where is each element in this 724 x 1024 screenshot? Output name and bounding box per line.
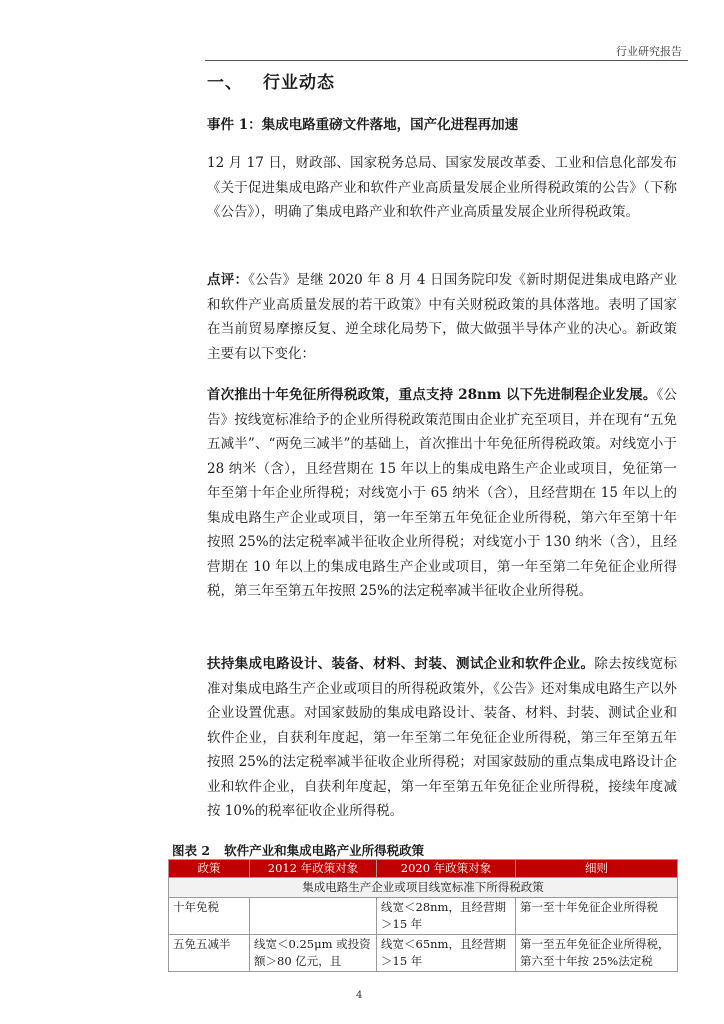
- announcement-paragraph: 12 月 17 日，财政部、国家税务总局、国家发展改革委、工业和信息化部发布《关于促进集成电路产业和软件产业高质量发展企业所得税政策的公告》（下称《公告》），明确了集成电路产业和软件产业高质量发展企业所得税政策。: [207, 155, 677, 220]
- table-cell: 线宽＜28nm，且经营期＞15 年: [377, 898, 516, 935]
- table-cell: 五免五减半: [169, 935, 250, 972]
- table-caption-title: 软件产业和集成电路产业所得税政策: [224, 843, 425, 858]
- section-title: 行业动态: [263, 73, 335, 93]
- commentary-lead: 点评：: [207, 272, 249, 288]
- tax-exemption-lead: 首次推出十年免征所得税政策，重点支持 28nm 以下先进制程企业发展。: [207, 387, 657, 403]
- table-span-row: [169, 878, 678, 898]
- table-row: [169, 935, 678, 972]
- table-cell: 线宽＜0.25μm 或投资额＞80 亿元，且: [250, 935, 377, 972]
- table-header-row: [169, 860, 678, 878]
- column-header: 2020 年政策对象: [377, 860, 516, 878]
- table-row: [169, 898, 678, 935]
- column-header: 细则: [516, 860, 678, 878]
- table-cell: [250, 898, 377, 935]
- tax-exemption-paragraph: [207, 383, 677, 604]
- section-heading: [207, 68, 335, 93]
- column-header: 政策: [169, 860, 250, 878]
- table-cell: 第一至五年免征企业所得税，第六至十年按 25%法定税: [516, 935, 678, 972]
- table-cell: 第一至十年免征企业所得税: [516, 898, 678, 935]
- table-caption: [172, 841, 424, 859]
- commentary-paragraph: [207, 268, 677, 366]
- header-divider: [205, 60, 688, 61]
- support-paragraph: [207, 652, 677, 824]
- support-lead: 扶持集成电路设计、装备、材料、封装、测试企业和软件企业。: [207, 656, 595, 672]
- support-body: 除去按线宽标准对集成电路生产企业或项目的所得税政策外，《公告》还对集成电路生产以外企业设置优惠。对国家鼓励的集成电路设计、装备、材料、封装、测试企业和软件企业，自获利年度起，第一年至第二年免征企业所得税，第三年至第五年按照 25%的法定税率减半征收企业所得税；对国家鼓励的重点集成电路设计企业和软件企业，自获利年度起，第一年至第五年免征企业所得税，接续年度减按 10%的税率征收企业所得税。: [207, 656, 678, 819]
- column-header: 2012 年政策对象: [250, 860, 377, 878]
- event-title: 事件 1：集成电路重磅文件落地，国产化进程再加速: [207, 117, 519, 133]
- policy-table: [168, 859, 678, 972]
- page-number: 4: [356, 990, 363, 1001]
- table-caption-label: 图表 2: [172, 843, 211, 858]
- section-number: 一、: [207, 73, 243, 93]
- report-type-label: 行业研究报告: [616, 45, 682, 58]
- table-span-cell: 集成电路生产企业或项目线宽标准下所得税政策: [169, 878, 678, 898]
- table-cell: 十年免税: [169, 898, 250, 935]
- table-cell: 线宽＜65nm，且经营期＞15 年: [377, 935, 516, 972]
- commentary-body: 《公告》是继 2020 年 8 月 4 日国务院印发《新时期促进集成电路产业和软件产业高质量发展的若干政策》中有关财税政策的具体落地。表明了国家在当前贸易摩擦反复、逆全球化局势下，做大做强半导体产业的决心。新政策主要有以下变化：: [207, 272, 677, 362]
- tax-exemption-body: 《公告》按线宽标准给予的企业所得税政策范围由企业扩充至项目，并在现有“五免五减半”、“两免三减半”的基础上，首次推出十年免征所得税政策。对线宽小于 28 纳米（含），且经营期在 15 年以上的集成电路生产企业或项目，免征第一年至第十年企业所得税；对线宽小于 65 纳米（含），且经营期在 15 年以上的集成电路生产企业或项目，第一年至第五年免征企业所得税，第六年至第十年按照 25%的法定税率减半征收企业所得税；对线宽小于 130 纳米（含），且经营期在 10 年以上的集成电路生产企业或项目，第一年至第二年免征企业所得税，第三年至第五年按照 25%的法定税率减半征收企业所得税。: [207, 387, 677, 599]
